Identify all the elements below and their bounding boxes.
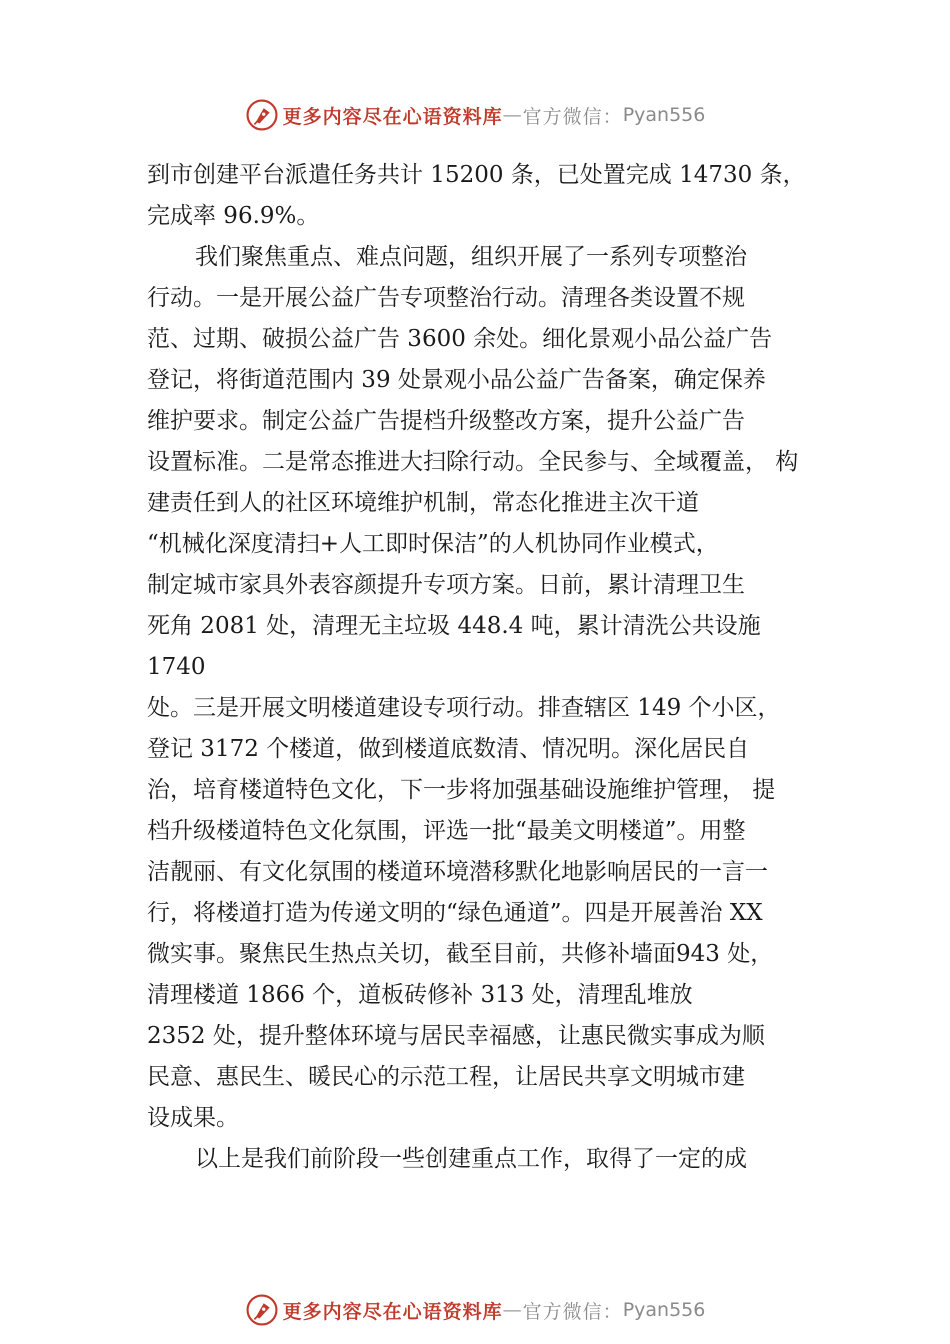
official-label: 官方微信： <box>522 1300 623 1323</box>
text-line: 维护要求。制定公益广告提档升级整改方案，提升公益广告 <box>147 408 745 434</box>
official-label: 官方微信： <box>522 105 623 128</box>
wechat-id: Pyan556 <box>622 1299 706 1321</box>
brand-text: 更多内容尽在心语资料库 <box>282 1300 503 1323</box>
text-line: 治，培育楼道特色文化，下一步将加强基础设施维护管理， 提 <box>147 777 776 803</box>
text-line: 登记，将街道范围内 39 处景观小品公益广告备案，确定保养 <box>147 367 766 393</box>
text-line: 微实事。聚焦民生热点关切，截至目前，共修补墙面943 处， <box>147 941 774 967</box>
text-line: 1740 <box>147 654 206 680</box>
text-line: 以上是我们前阶段一些创建重点工作，取得了一定的成 <box>195 1146 747 1172</box>
text-line: 设成果。 <box>147 1105 239 1131</box>
text-line: 行动。一是开展公益广告专项整治行动。清理各类设置不规 <box>147 285 745 311</box>
pen-nib-icon <box>245 1293 279 1327</box>
text-line: 到市创建平台派遣任务共计 15200 条，已处置完成 14730 条， <box>147 162 806 188</box>
text-line: 范、过期、破损公益广告 3600 余处。细化景观小品公益广告 <box>147 326 773 352</box>
text-line: “机械化深度清扫+人工即时保洁”的人机协同作业模式， <box>147 531 719 557</box>
text-line: 建责任到人的社区环境维护机制，常态化推进主次干道 <box>147 490 699 516</box>
text-line: 2352 处，提升整体环境与居民幸福感，让惠民微实事成为顺 <box>147 1023 765 1049</box>
text-line: 行，将楼道打造为传递文明的“绿色通道”。四是开展善治 XX <box>147 900 763 926</box>
text-line: 民意、惠民生、暖民心的示范工程，让居民共享文明城市建 <box>147 1064 745 1090</box>
text-line: 完成率 96.9%。 <box>147 203 320 229</box>
text-line: 设置标准。二是常态推进大扫除行动。全民参与、全域覆盖， 构 <box>147 449 799 475</box>
text-line: 我们聚焦重点、难点问题，组织开展了一系列专项整治 <box>195 244 747 270</box>
text-line: 制定城市家具外表容颜提升专项方案。日前，累计清理卫生 <box>147 572 745 598</box>
pen-nib-icon <box>245 98 279 132</box>
text-line: 处。三是开展文明楼道建设专项行动。排查辖区 149 个小区， <box>147 695 781 721</box>
dash-separator: — <box>502 1299 523 1321</box>
wechat-id: Pyan556 <box>622 104 706 126</box>
brand-text: 更多内容尽在心语资料库 <box>282 105 503 128</box>
dash-separator: — <box>502 104 523 126</box>
text-line: 死角 2081 处，清理无主垃圾 448.4 吨，累计清洗公共设施 <box>147 613 761 639</box>
document-body <box>147 155 822 1180</box>
text-line: 档升级楼道特色文化氛围，评选一批“最美文明楼道”。用整 <box>147 818 746 844</box>
text-line: 清理楼道 1866 个，道板砖修补 313 处，清理乱堆放 <box>147 982 693 1008</box>
text-line: 洁靓丽、有文化氛围的楼道环境潜移默化地影响居民的一言一 <box>147 859 768 885</box>
footer-banner <box>0 1290 950 1330</box>
header-banner <box>0 95 950 135</box>
text-line: 登记 3172 个楼道，做到楼道底数清、情况明。深化居民自 <box>147 736 750 762</box>
